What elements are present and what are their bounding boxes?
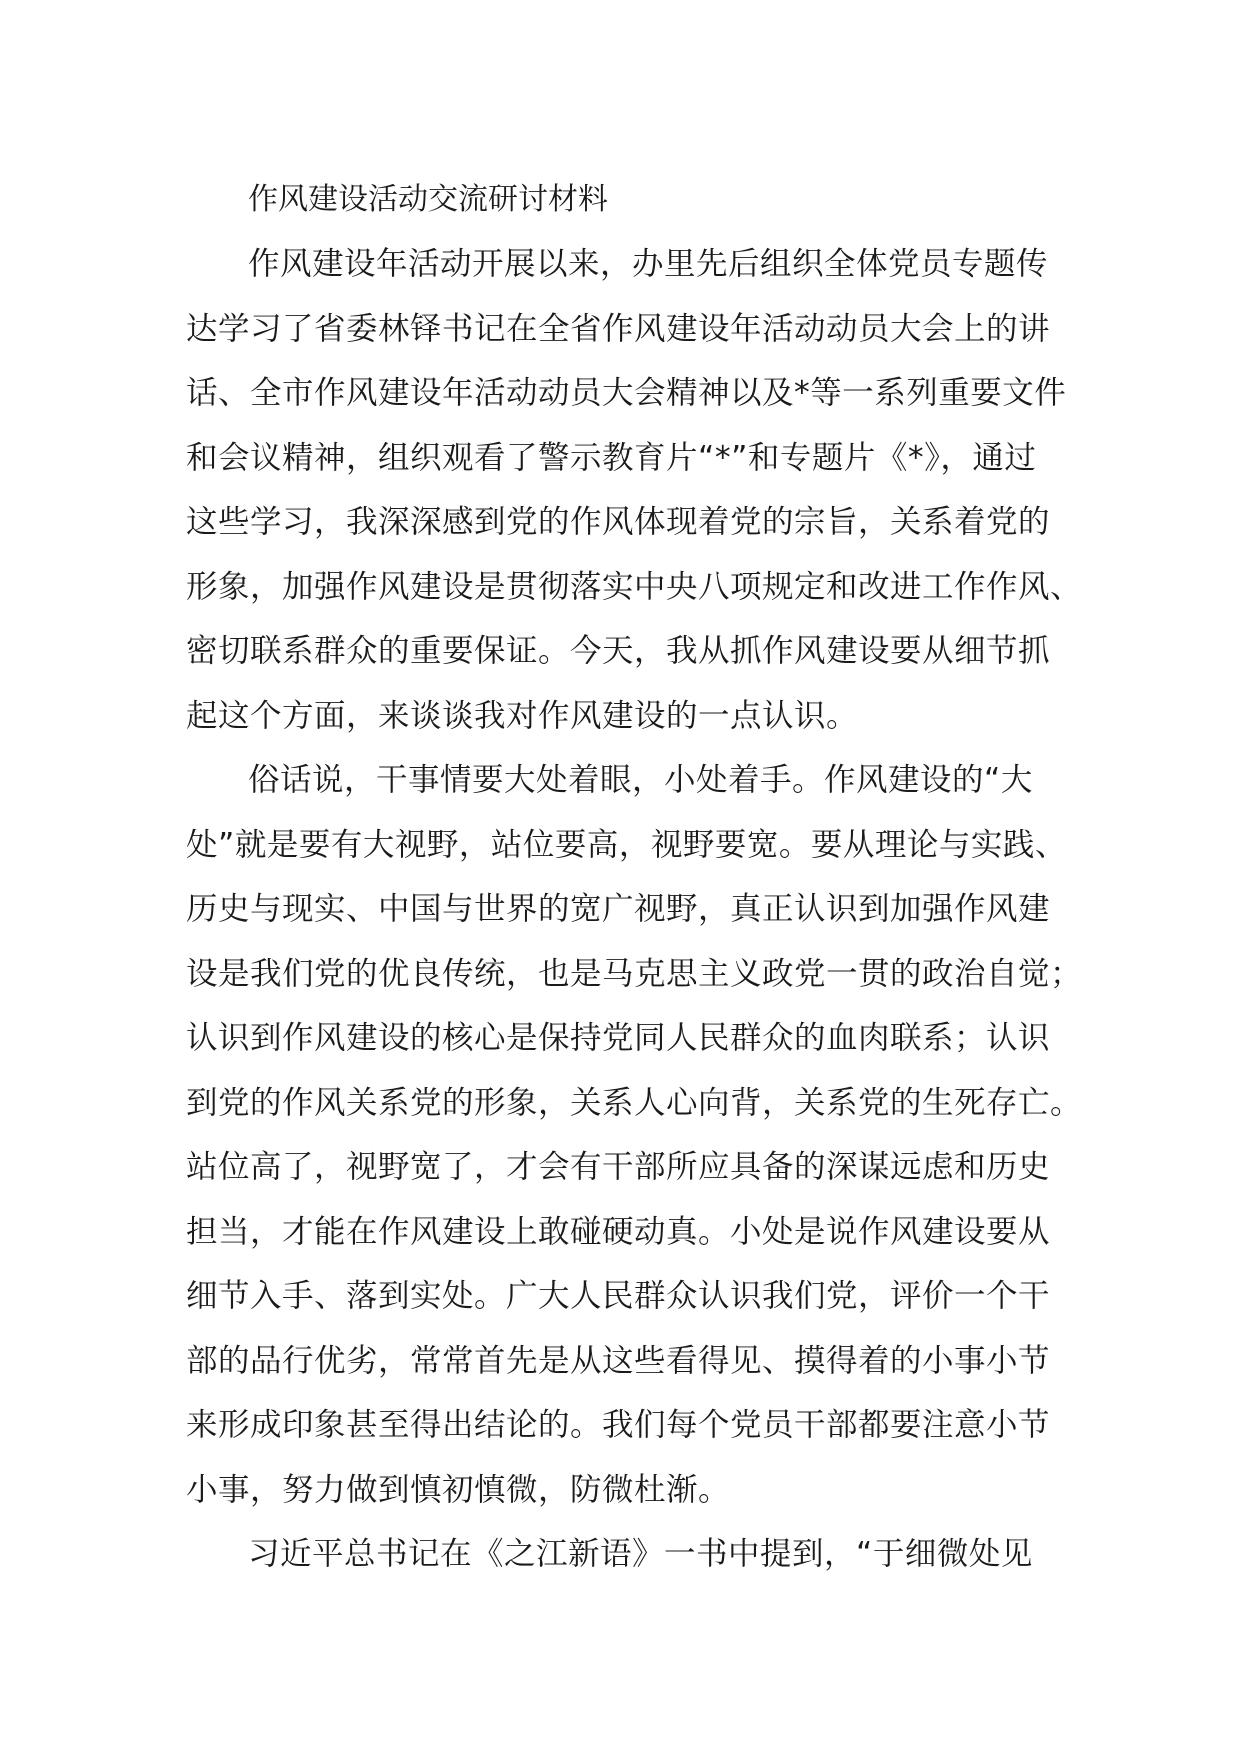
paragraphs-container: [186, 232, 1086, 1587]
paragraph-line: 担当，才能在作风建设上敢碰硬动真。小处是说作风建设要从: [186, 1213, 1051, 1250]
paragraph-line: 认识到作风建设的核心是保持党同人民群众的血肉联系；认识: [186, 1020, 1051, 1056]
paragraph-line: 形象，加强作风建设是贯彻落实中央八项规定和改进工作作风、: [186, 568, 1083, 605]
paragraph-line: 历史与现实、中国与世界的宽广视野，真正认识到加强作风建: [186, 891, 1051, 927]
paragraph-line: 来形成印象甚至得出结论的。我们每个党员干部都要注意小节: [186, 1407, 1051, 1443]
paragraph-line: 俗话说，干事情要大处着眼，小处着手。作风建设的“大: [248, 762, 1033, 798]
paragraph-line: 这些学习，我深深感到党的作风体现着党的宗旨，关系着党的: [186, 504, 1051, 540]
paragraph-line: 处”就是要有大视野，站位要高，视野要宽。要从理论与实践、: [186, 826, 1067, 863]
paragraph: [186, 232, 1086, 748]
paragraph-line: 小事，努力做到慎初慎微，防微杜渐。: [186, 1471, 731, 1508]
paragraph: [186, 748, 1086, 1522]
document-title: 作风建设活动交流研讨材料: [248, 182, 608, 217]
paragraph-line: 起这个方面，来谈谈我对作风建设的一点认识。: [186, 697, 859, 734]
paragraph-line: 设是我们党的优良传统，也是马克思主义政党一贯的政治自觉；: [186, 955, 1083, 992]
paragraph-line: 站位高了，视野宽了，才会有干部所应具备的深谋远虑和历史: [186, 1149, 1051, 1185]
paragraph-line: 细节入手、落到实处。广大人民群众认识我们党，评价一个干: [186, 1278, 1051, 1314]
paragraph-line: 作风建设年活动开展以来，办里先后组织全体党员专题传: [248, 246, 1049, 282]
paragraph-line: 达学习了省委林铎书记在全省作风建设年活动动员大会上的讲: [186, 310, 1051, 347]
paragraph-line: 部的品行优劣，常常首先是从这些看得见、摸得着的小事小节: [186, 1342, 1051, 1379]
paragraph-line: 到党的作风关系党的形象，关系人心向背，关系党的生死存亡。: [186, 1084, 1083, 1121]
paragraph: [186, 1522, 1086, 1587]
paragraph-line: 和会议精神，组织观看了警示教育片“*”和专题片《*》，通过: [186, 439, 1037, 476]
paragraph-line: 密切联系群众的重要保证。今天，我从抓作风建设要从细节抓: [186, 633, 1051, 669]
document-body: [186, 168, 1086, 1587]
paragraph-line: 话、全市作风建设年活动动员大会精神以及*等一系列重要文件: [186, 375, 1067, 411]
paragraph-line: 习近平总书记在《之江新语》一书中提到，“于细微处见: [248, 1536, 1033, 1572]
